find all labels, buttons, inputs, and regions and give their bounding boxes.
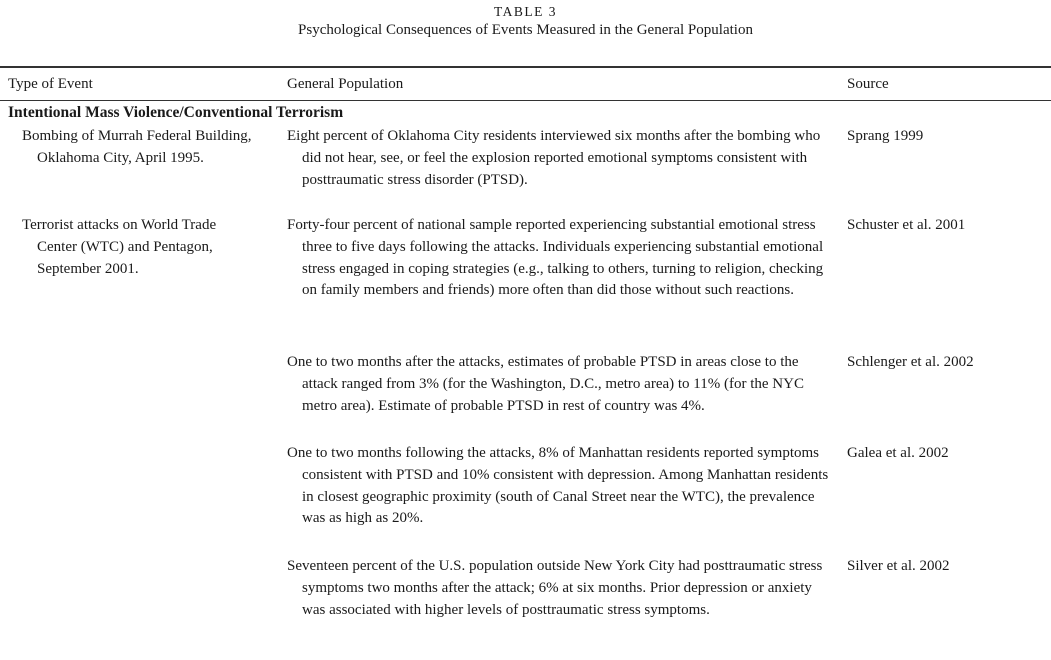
header-source: Source: [847, 76, 889, 92]
section-heading: Intentional Mass Violence/Conventional Terrorism: [8, 104, 344, 121]
header-general-population: General Population: [287, 76, 404, 92]
finding-cell: One to two months after the attacks, estimates of probable PTSD in areas close to the attack ranged from 3% (for the Washington, D.C., metro area) to 11% (for the NYC metro area). Estimate of probable PTSD in rest of country was 4%.: [287, 354, 804, 414]
table-caption: Psychological Consequences of Events Measured in the General Population: [298, 22, 753, 38]
table-label: TABLE 3: [493, 4, 558, 19]
finding-cell: Forty-four percent of national sample reported experiencing substantial emotional stress three to five days following the attacks. Individuals experiencing substantial emotional stress engaged in coping strategies (e.g., talking to others, turning to religion, checking on family members and friends) more often than did those without such reactions.: [287, 217, 824, 299]
finding-cell: Eight percent of Oklahoma City residents interviewed six months after the bombing who did not hear, see, or feel the explosion reported emotional symptoms consistent with posttraumatic stress disorder (PTSD).: [287, 128, 821, 188]
header-rule: [0, 100, 1051, 101]
source-cell: Galea et al. 2002: [847, 445, 949, 461]
top-rule: [0, 66, 1051, 68]
source-cell: Sprang 1999: [847, 128, 924, 144]
finding-cell: One to two months following the attacks, 8% of Manhattan residents reported symptoms consistent with PTSD and 10% consistent with depression. Among Manhattan residents in closest geographic proximity (south of Canal Street near the WTC), the prevalence was as high as 20%.: [287, 445, 829, 527]
source-cell: Silver et al. 2002: [847, 558, 950, 574]
event-cell: Bombing of Murrah Federal Building, Oklahoma City, April 1995.: [22, 128, 252, 166]
source-cell: Schlenger et al. 2002: [847, 354, 974, 370]
source-cell: Schuster et al. 2001: [847, 217, 966, 233]
event-cell: Terrorist attacks on World Trade Center (WTC) and Pentagon, September 2001.: [22, 217, 217, 277]
header-type-of-event: Type of Event: [8, 76, 93, 92]
finding-cell: Seventeen percent of the U.S. population outside New York City had posttraumatic stress symptoms two months after the attack; 6% at six months. Prior depression or anxiety was associated with higher levels of posttraumatic stress symptoms.: [287, 558, 823, 618]
